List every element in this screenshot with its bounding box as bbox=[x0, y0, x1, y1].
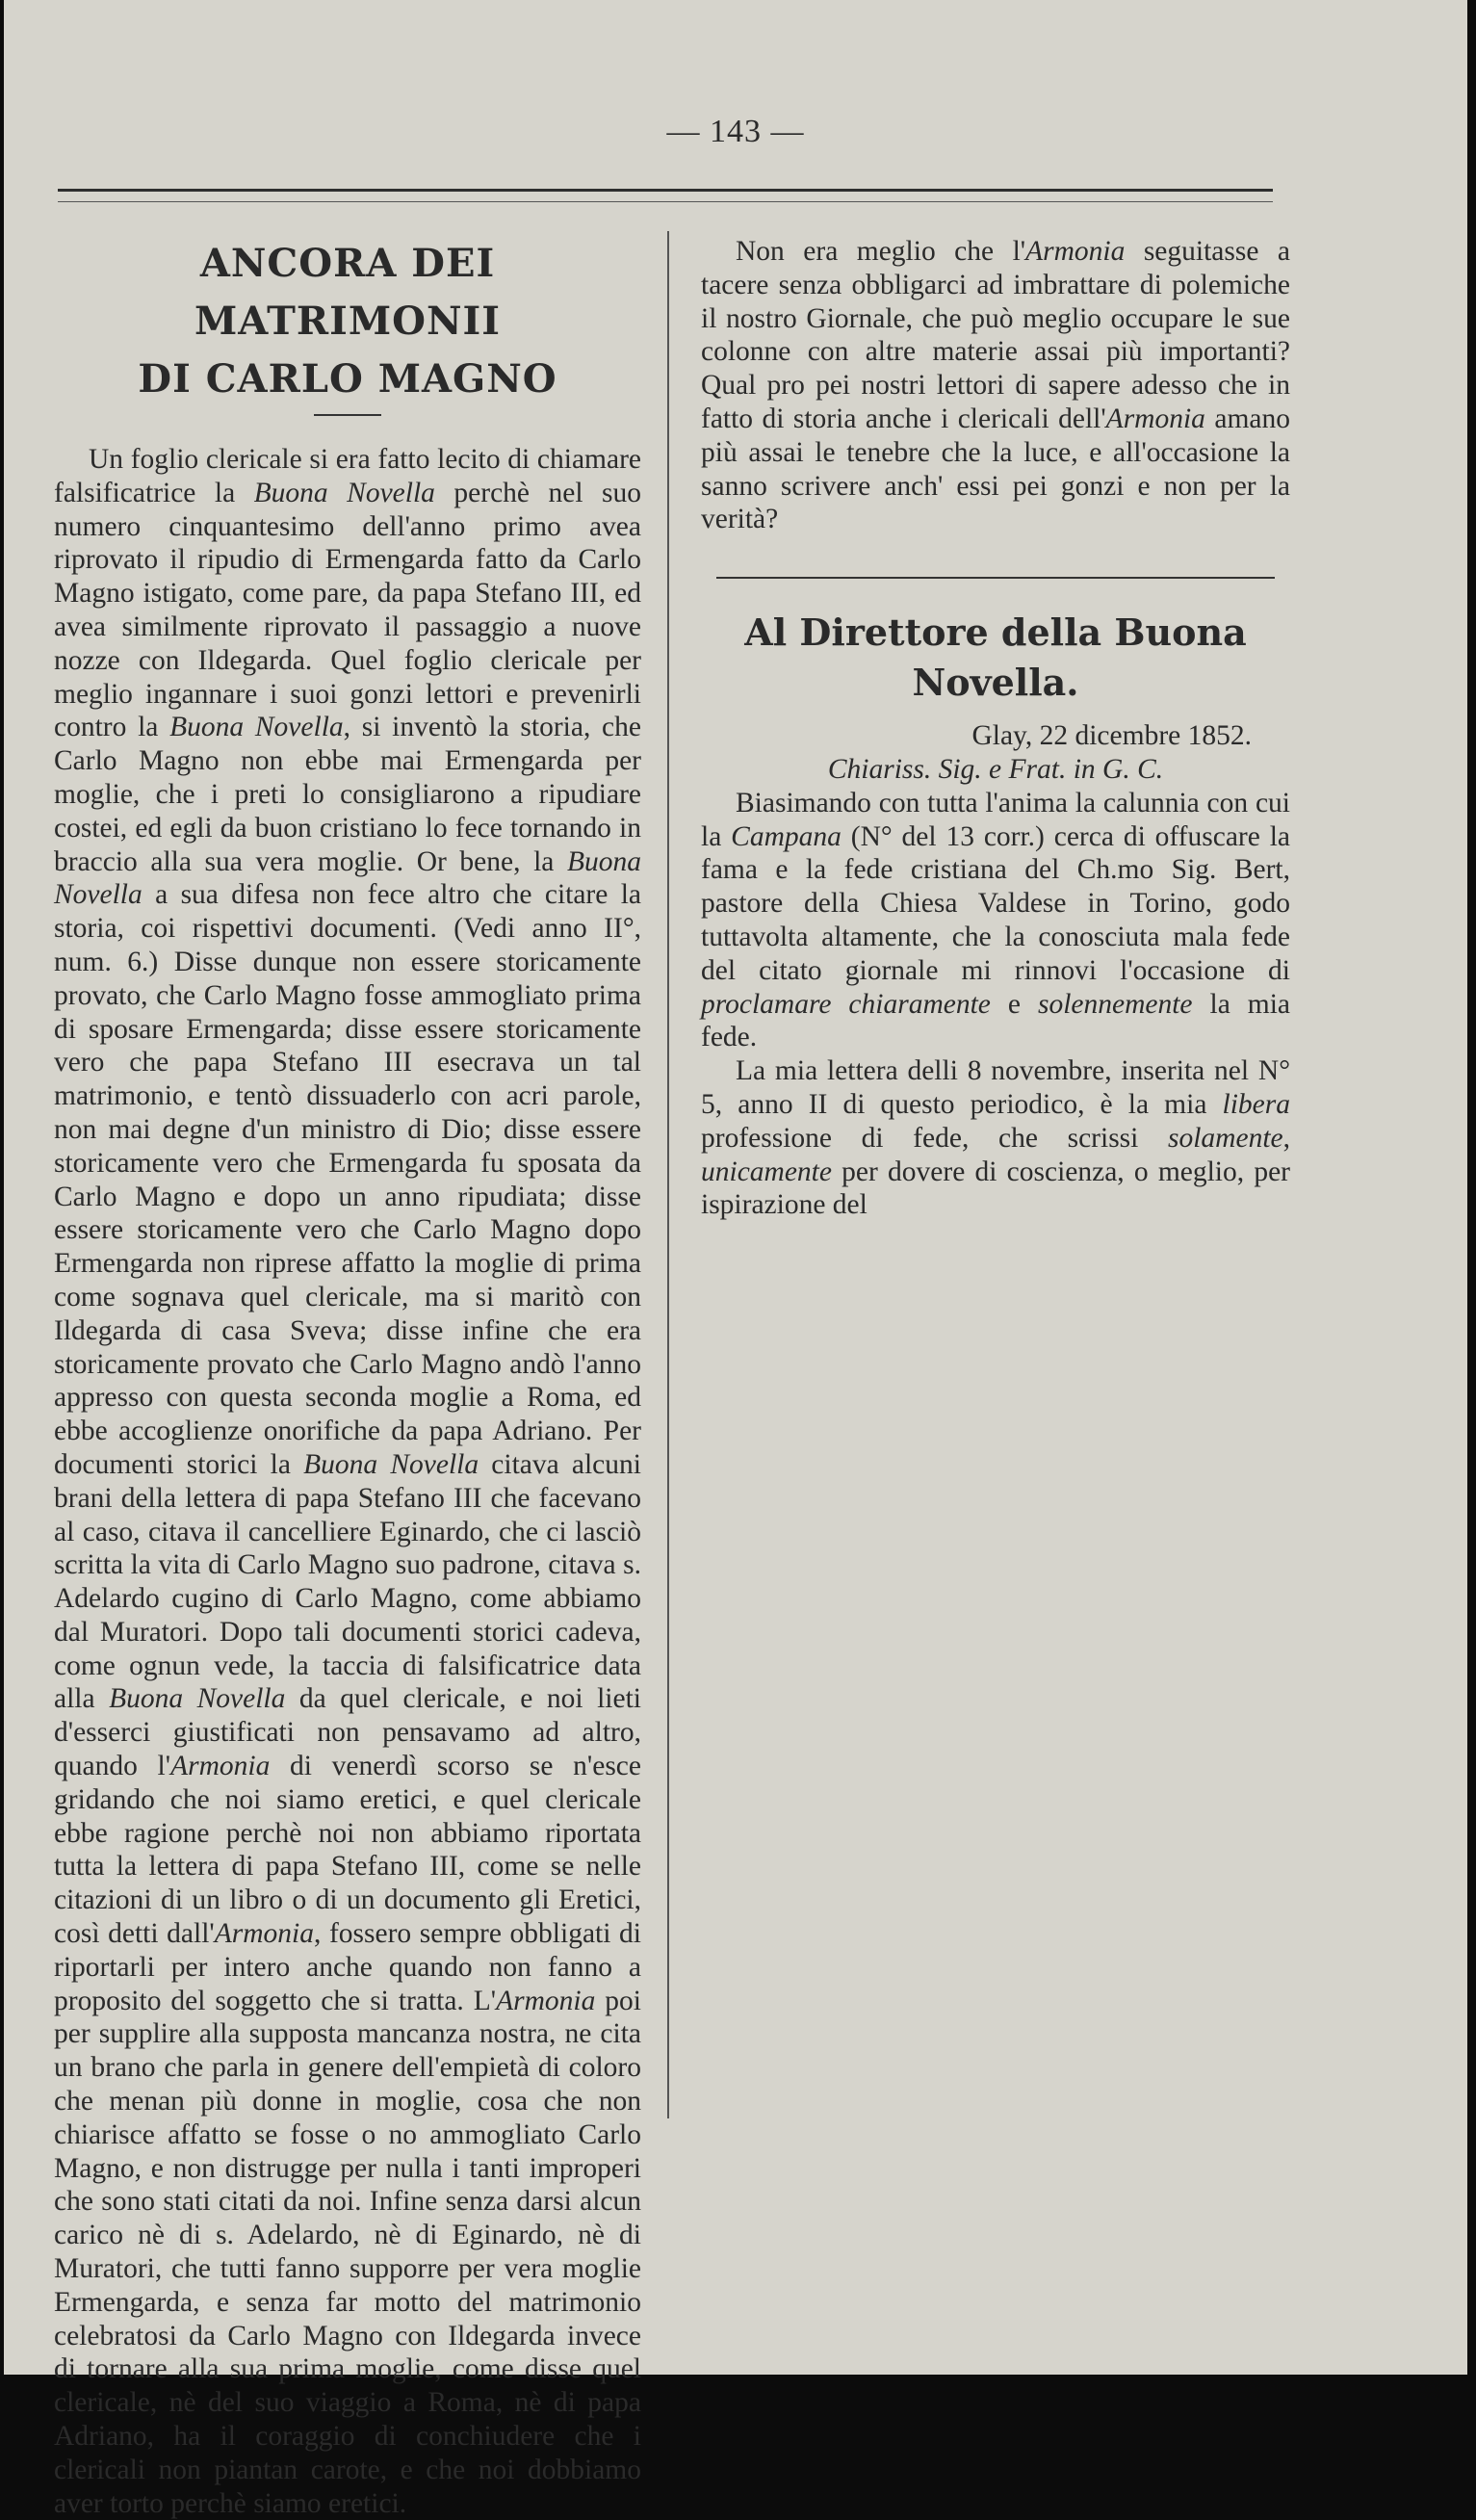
article-paragraph-2: Non era meglio che l'Armonia seguitasse a tacere senza obbligarci ad imbrattare di polemiche il nostro Giornale, che può meglio occupare le sue colonne con altre materie assai più importanti? Qual pro pei nostri lettori di sapere adesso che in fatto di storia anche i clericali dell'Armonia amano più assai le tenebre che la luce, e all'occasione la sanno scrivere anch' essi pei gonzi e non per la verità? bbox=[701, 236, 1290, 535]
article-title bbox=[54, 235, 641, 408]
title-rule bbox=[314, 414, 381, 416]
letter-paragraph-2: La mia lettera delli 8 novembre, inserita nel N° 5, anno II di questo periodico, è la mia libera professione di fede, che scrissi solamente, unicamente per dovere di coscienza, o meglio, per ispirazione del bbox=[701, 1055, 1290, 1221]
left-column bbox=[54, 235, 641, 2520]
newspaper-page bbox=[4, 0, 1467, 2519]
column-divider bbox=[667, 231, 669, 2118]
letter-paragraph-1: Biasimando con tutta l'anima la calunnia con cui la Campana (N° del 13 corr.) cerca di offuscare la fama e la fede cristiana del Ch.mo Sig. Bert, pastore della Chiesa Valdese in Torino, godo tuttavolta altamente, che la conosciuta mala fede del citato giornale mi rinnovi l'occasione di proclamare chiaramente e solennemente la mia fede. bbox=[701, 787, 1291, 1053]
section-rule bbox=[716, 577, 1275, 579]
page-number: — 143 — bbox=[666, 114, 805, 149]
header-rule bbox=[58, 189, 1273, 202]
letter-place-date: Glay, 22 dicembre 1852. bbox=[971, 720, 1252, 752]
article-title-line1: ANCORA DEI MATRIMONII bbox=[194, 241, 501, 344]
letter-title: Al Direttore della Buona Novella. bbox=[744, 611, 1247, 705]
right-column bbox=[701, 235, 1290, 1222]
article-text-part1: Un foglio clericale si era fatto lecito di chiamare falsificatrice la Buona Novella perchè nel suo numero cinquantesimo dell'anno primo avea riprovato il ripudio di Ermengarda fatto da Carlo Magno istigato, come pare, da papa Stefano III, ed avea similmente riprovato il passaggio a nuove nozze con Ildegarda. Quel foglio clericale per meglio ingannare i suoi gonzi lettori e prevenirli contro la Buona Novella, si inventò la storia, che Carlo Magno non ebbe mai Ermengarda per moglie, che i preti lo consigliarono a ripudiare costei, ed egli da buon cristiano lo fece tornando in braccio alla sua vera moglie. Or bene, la Buona Novella a sua difesa non fece altro che citare la storia, coi rispettivi documenti. (Vedi anno II°, num. 6.) Disse dunque non essere storicamente provato, che Carlo Magno fosse ammogliato prima di sposare Ermengarda; disse essere storicamente vero che papa Stefano III esecrava un tal matrimonio, e tentò dissuaderlo con acri parole, non mai degne d'un ministro di Dio; disse essere storicamente vero che Ermengarda fu sposata da Carlo Magno e dopo un anno ripudiata; disse essere storicamente vero che Carlo Magno dopo Ermengarda non riprese affatto la moglie di prima come sognava quel clericale, ma si maritò con Ildegarda di casa Sveva; disse infine che era storicamente provato che Carlo Magno andò l'anno appresso con questa seconda moglie a Roma, ed ebbe accoglienze onorifiche da papa Adriano. Per documenti storici la Buona Novella citava alcuni brani della lettera di papa Stefano III che facevano al caso, citava il cancelliere Eginardo, che ci lasciò scritta la vita di Carlo Magno suo padrone, citava s. Adelardo cugino di Carlo Magno, come abbiamo dal Muratori. Dopo tali documenti storici cadeva, come ognun vede, la taccia di falsificatrice data alla Buona Novella da quel clericale, e noi lieti d'esserci giustificati non pensavamo ad altro, quando l'Armonia di venerdì scorso se n'esce gridando che noi siamo eretici, e quel clericale ebbe ragione perchè noi non abbiamo riportata tutta la lettera di papa Stefano III, come se nelle citazioni di un libro o di un documento gli Eretici, così detti dall'Armonia, fossero sempre obbligati di riportarli per intero anche quando non fanno a proposito del soggetto che si tratta. L'Armonia poi per supplire alla supposta mancanza nostra, ne cita un brano che parla in genere dell'empietà di coloro che menan più donne in moglie, cosa che non chiarisce affatto se fosse o no ammogliato Carlo Magno, e non distrugge per nulla i tanti improperi che sono stati citati da noi. Infine senza darsi alcun carico nè di s. Adelardo, nè di Eginardo, nè di Muratori, che tutti fanno supporre per vera moglie Ermengarda, e senza far motto del matrimonio celebratosi da Carlo Magno con Ildegarda invece di tornare alla sua prima moglie, come disse quel clericale, nè del suo viaggio a Roma, nè di papa Adriano, ha il coraggio di conchiudere che i clericali non piantan carote, e che noi dobbiamo aver torto perchè siamo eretici. bbox=[54, 444, 641, 2519]
letter-salutation: Chiariss. Sig. e Frat. in G. C. bbox=[827, 753, 1164, 785]
article-title-line2: DI CARLO MAGNO bbox=[138, 356, 557, 402]
article-body-left bbox=[54, 443, 641, 2520]
